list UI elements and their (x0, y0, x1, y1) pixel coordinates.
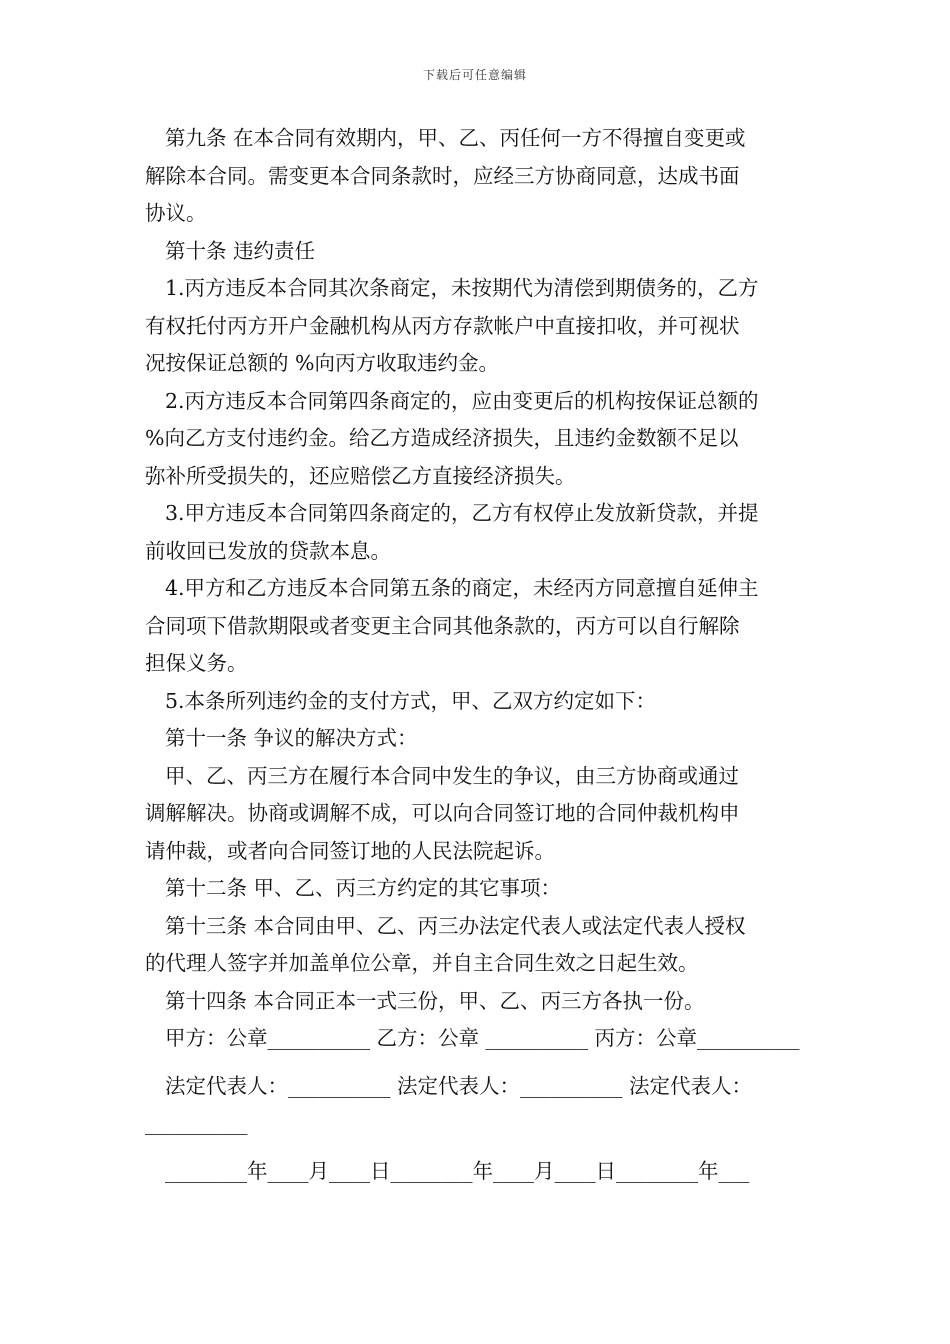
clause-4-line-2: 合同项下借款期限或者变更主合同其他条款的，丙方可以自行解除 (145, 613, 740, 638)
clause-1-line-1: 1.丙方违反本合同其次条商定，未按期代为清偿到期债务的，乙方 (165, 276, 759, 300)
representative-signature-line: 法定代表人：__________ 法定代表人：__________ 法定代表人：__________ (145, 1073, 753, 1135)
clause-2-line-1: 2.丙方违反本合同第四条商定的，应由变更后的机构按保证总额的 (165, 388, 759, 413)
date-line: ________年____月____日________年____月____日________年___ (165, 1158, 750, 1183)
clause-1-line-3: 况按保证总额的 %向丙方收取违约金。 (145, 351, 499, 375)
clause-2-line-3: 弥补所受损失的，还应赔偿乙方直接经济损失。 (145, 463, 576, 488)
article-11-line-3: 请仲裁，或者向合同签订地的人民法院起诉。 (145, 838, 555, 863)
clause-2-line-2: %向乙方支付违约金。给乙方造成经济损失，且违约金数额不足以 (145, 426, 739, 450)
page-header: 下载后可任意编辑 (422, 68, 527, 82)
clause-5-line-1: 5.本条所列违约金的支付方式，甲、乙双方约定如下： (165, 688, 657, 713)
clause-3-line-2: 前收回已发放的贷款本息。 (145, 538, 391, 563)
article-14-line: 第十四条 本合同正本一式三份，甲、乙、丙三方各执一份。 (165, 988, 705, 1013)
article-11-heading: 第十一条 争议的解决方式： (165, 726, 418, 750)
article-13-line-2: 的代理人签字并加盖单位公章，并自主合同生效之日起生效。 (145, 951, 699, 975)
article-11-line-2: 调解解决。协商或调解不成，可以向合同签订地的合同仲裁机构申 (145, 801, 740, 825)
article-9-line-2: 解除本合同。需变更本合同条款时，应经三方协商同意，达成书面 (145, 163, 740, 188)
article-12-line: 第十二条 甲、乙、丙三方约定的其它事项： (165, 876, 562, 900)
article-10-heading: 第十条 违约责任 (165, 238, 316, 263)
article-13-line-1: 第十三条 本合同由甲、乙、丙三办法定代表人或法定代表人授权 (165, 913, 746, 938)
article-9-line-1: 第九条 在本合同有效期内，甲、乙、丙任何一方不得擅自变更或 (165, 126, 746, 150)
document-body (145, 120, 810, 1190)
seal-signature-line: 甲方：公章__________ 乙方：公章 __________ 丙方：公章__________ (165, 1026, 800, 1050)
clause-3-line-1: 3.甲方违反本合同第四条商定的，乙方有权停止发放新贷款，并提 (165, 501, 759, 525)
article-9-line-3: 协议。 (145, 201, 207, 225)
clause-1-line-2: 有权托付丙方开户金融机构从丙方存款帐户中直接扣收，并可视状 (145, 313, 740, 338)
clause-4-line-1: 4.甲方和乙方违反本合同第五条的商定，未经丙方同意擅自延伸主 (165, 576, 759, 600)
clause-4-line-3: 担保义务。 (145, 651, 248, 675)
article-11-line-1: 甲、乙、丙三方在履行本合同中发生的争议，由三方协商或通过 (165, 763, 739, 788)
